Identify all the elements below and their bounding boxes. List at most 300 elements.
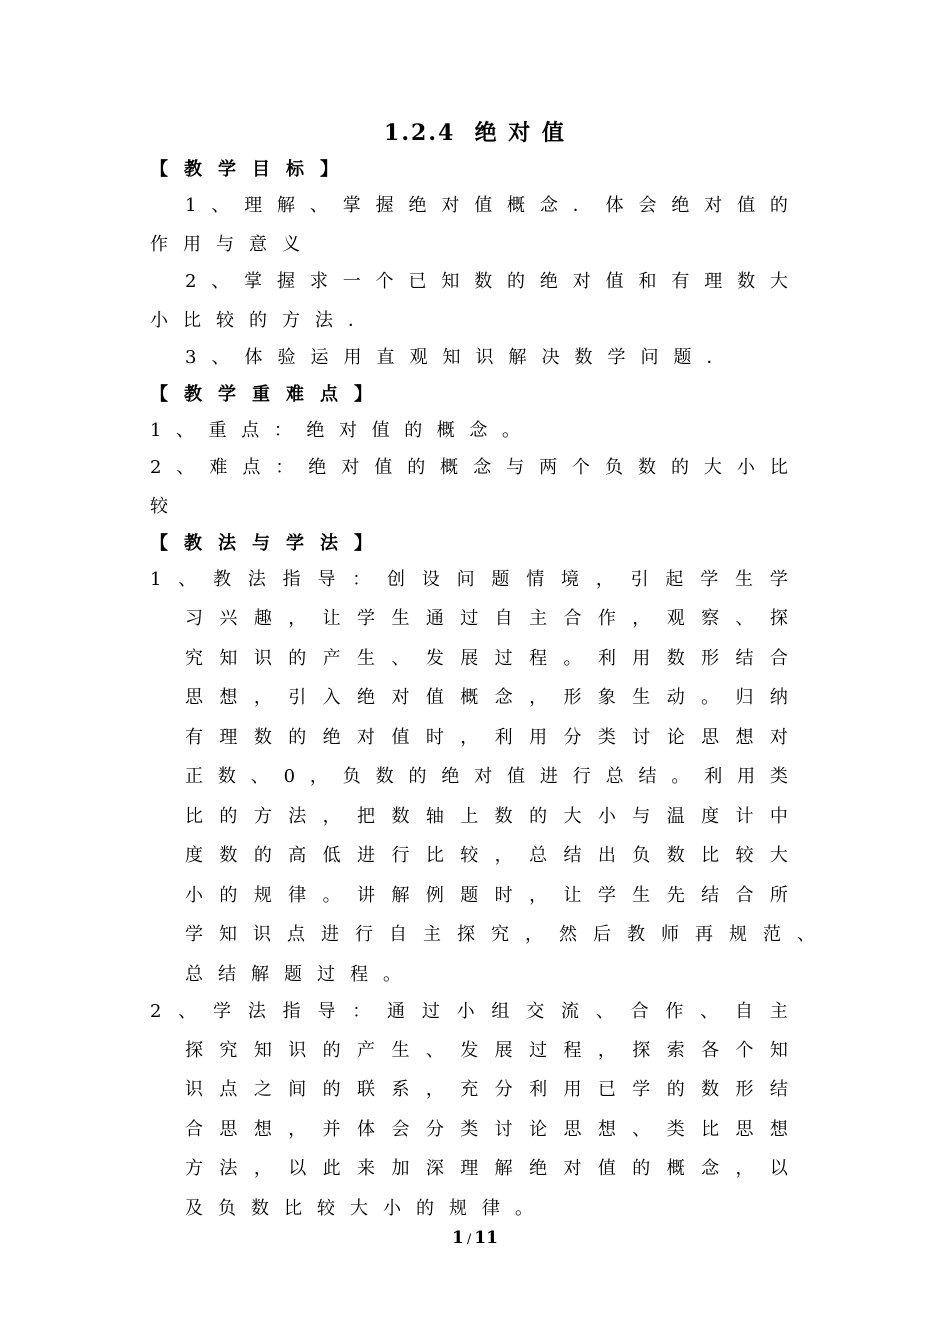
text-char: 利 <box>704 766 723 787</box>
text-char: 求 <box>309 271 328 292</box>
text-char: 合 <box>769 648 788 669</box>
text-char: 出 <box>597 845 616 866</box>
text-char: 个 <box>735 1040 754 1061</box>
text-char: 类 <box>666 1119 685 1140</box>
text-char: 生 <box>391 608 410 629</box>
text-char: 分 <box>563 727 582 748</box>
text-char: 掌 <box>244 271 263 292</box>
text-char: 、 <box>735 608 754 629</box>
text-char: 正 <box>185 766 203 787</box>
text-char: 。 <box>322 885 341 906</box>
text-char: 行 <box>572 766 591 787</box>
text-char: 理 <box>244 195 263 216</box>
text-char: 学 <box>632 1079 651 1100</box>
text-char: 深 <box>425 1158 444 1179</box>
text-char: 指 <box>282 569 301 590</box>
text-char: 对 <box>391 687 410 708</box>
text-char: 自 <box>389 924 407 945</box>
text-char: 加 <box>391 1158 410 1179</box>
text-char: 学 <box>357 608 376 629</box>
text-char: 探 <box>185 1040 203 1061</box>
text-char: ， <box>597 1040 616 1061</box>
text-char: 绝 <box>408 195 427 216</box>
text-char: 点 <box>241 420 260 441</box>
text-char: 想 <box>597 1119 616 1140</box>
text-char: ， <box>529 687 548 708</box>
text-char: 知 <box>253 1040 272 1061</box>
text-char: 小 <box>736 457 755 478</box>
text-char: ， <box>253 1158 272 1179</box>
text-char: 大 <box>563 806 582 827</box>
text-char: 合 <box>563 608 582 629</box>
text-char: 与 <box>506 457 525 478</box>
text-char: 对 <box>704 195 723 216</box>
text-char: 体 <box>605 195 624 216</box>
text-char: 对 <box>474 766 493 787</box>
text-char: 小 <box>185 885 203 906</box>
text-char: 各 <box>701 1040 720 1061</box>
text-char: 数 <box>701 1079 720 1100</box>
text-char: 【 <box>150 159 168 180</box>
text-char: 知 <box>441 271 460 292</box>
text-char: 想 <box>253 1119 272 1140</box>
text-char: 然 <box>559 924 577 945</box>
text-char: 已 <box>408 271 427 292</box>
text-char: 握 <box>375 195 394 216</box>
text-char: 结 <box>701 885 720 906</box>
text-char: 组 <box>491 1001 510 1022</box>
text-char: 作 <box>665 1001 684 1022</box>
text-char: ， <box>595 569 614 590</box>
text-char: 对 <box>357 727 376 748</box>
text-char: 点 <box>287 924 305 945</box>
text-char: 的 <box>253 845 272 866</box>
paragraph-line <box>185 844 788 868</box>
paragraph-line <box>185 607 788 631</box>
text-char: 境 <box>561 569 580 590</box>
text-char: 再 <box>695 924 713 945</box>
text-char: 知 <box>769 1040 788 1061</box>
text-char: 结 <box>735 648 754 669</box>
text-char: 识 <box>288 1040 307 1061</box>
text-char: 值 <box>597 1158 616 1179</box>
text-char: ： <box>352 1001 371 1022</box>
text-char: 律 <box>288 885 307 906</box>
text-char: 让 <box>322 608 341 629</box>
text-char: 解 <box>391 885 410 906</box>
text-char: 。 <box>671 766 690 787</box>
text-char: ： <box>352 569 371 590</box>
text-char: 起 <box>665 569 684 590</box>
paragraph-line <box>185 270 788 294</box>
text-char: 过 <box>460 608 479 629</box>
text-char: 有 <box>185 727 203 748</box>
paragraph-line <box>185 686 788 710</box>
text-char: 的 <box>288 727 307 748</box>
text-char: 理 <box>704 271 723 292</box>
text-char: 例 <box>425 885 444 906</box>
text-char: 掌 <box>342 195 361 216</box>
text-char: 教 <box>213 569 232 590</box>
text-char: 负 <box>632 845 651 866</box>
text-char: 过 <box>421 1001 440 1022</box>
text-char: 想 <box>219 687 238 708</box>
text-char: 绝 <box>308 457 327 478</box>
text-char: 对 <box>572 271 591 292</box>
text-char: 数 <box>219 845 238 866</box>
text-char: 、 <box>391 648 410 669</box>
paragraph-line <box>185 1078 788 1102</box>
text-char: 数 <box>217 766 236 787</box>
text-char: 范 <box>763 924 781 945</box>
text-char: 纳 <box>769 687 788 708</box>
text-char: 、 <box>178 1001 197 1022</box>
text-char: 探 <box>769 608 788 629</box>
page-title: 1.2.4 绝 对 值 <box>384 120 566 146</box>
text-char: 讨 <box>494 1119 513 1140</box>
text-char: 已 <box>597 1079 616 1100</box>
text-char: 展 <box>460 648 479 669</box>
page-number <box>0 1228 950 1248</box>
text-char: 总 <box>605 766 624 787</box>
page-separator: / <box>466 1232 472 1247</box>
paragraph-line: 及负数比较大小的规律。 <box>185 1198 548 1219</box>
text-char: 创 <box>387 569 406 590</box>
text-char: 的 <box>219 885 238 906</box>
text-char: 数 <box>737 271 756 292</box>
text-char: 生 <box>357 648 376 669</box>
text-char: 【 <box>150 533 168 554</box>
text-char: 法 <box>288 806 307 827</box>
text-char: 值 <box>737 195 756 216</box>
text-char: 流 <box>561 1001 580 1022</box>
text-char: 教 <box>627 924 645 945</box>
text-char: 有 <box>671 271 690 292</box>
text-char: 念 <box>539 195 558 216</box>
text-char: 想 <box>769 1119 788 1140</box>
text-char: 动 <box>666 687 685 708</box>
text-char: 过 <box>494 648 513 669</box>
text-char: 握 <box>277 271 296 292</box>
text-char: 值 <box>391 727 410 748</box>
text-char: 学 <box>700 569 719 590</box>
text-char: 充 <box>460 1079 479 1100</box>
text-char: 兴 <box>219 608 238 629</box>
section-heading-objectives <box>150 158 338 182</box>
text-char: 学 <box>185 924 203 945</box>
text-char: 学 <box>597 885 616 906</box>
text-char: 教 <box>184 533 202 554</box>
text-char: 思 <box>735 1119 754 1140</box>
text-char: 问 <box>456 569 475 590</box>
text-char: 、 <box>797 924 815 945</box>
text-char: 利 <box>494 727 513 748</box>
text-char: 究 <box>491 924 509 945</box>
text-char: 思 <box>701 727 720 748</box>
text-char: 合 <box>185 1119 203 1140</box>
text-char: 、 <box>176 420 195 441</box>
text-char: 论 <box>529 1119 548 1140</box>
text-char: 低 <box>322 845 341 866</box>
text-char: ： <box>275 457 294 478</box>
text-char: 时 <box>494 885 513 906</box>
paragraph-line <box>185 923 815 947</box>
text-char: 探 <box>632 1040 651 1061</box>
text-char: ， <box>425 1079 444 1100</box>
text-char: 数 <box>494 806 513 827</box>
text-char: 主 <box>423 924 441 945</box>
paragraph-line <box>185 805 788 829</box>
text-char: 利 <box>529 1079 548 1100</box>
text-char: 入 <box>322 687 341 708</box>
text-char: 并 <box>322 1119 341 1140</box>
text-char: 重 <box>208 420 227 441</box>
text-char: 学 <box>769 569 788 590</box>
text-char: 究 <box>219 1040 238 1061</box>
text-char: 联 <box>357 1079 376 1100</box>
text-char: 主 <box>529 608 548 629</box>
text-char: 念 <box>473 457 492 478</box>
text-char: 情 <box>526 569 545 590</box>
text-char: ， <box>529 885 548 906</box>
text-char: 】 <box>320 159 338 180</box>
text-char: 知 <box>219 648 238 669</box>
text-char: 发 <box>425 648 444 669</box>
text-char: 、 <box>632 1119 651 1140</box>
text-char: 计 <box>735 806 754 827</box>
text-char: 用 <box>529 727 548 748</box>
text-char: 数 <box>666 648 685 669</box>
text-char: 绝 <box>357 687 376 708</box>
paragraph-line: 小比较的方法． <box>150 310 381 331</box>
text-char: 的 <box>666 1079 685 1100</box>
section-heading-methods <box>150 532 372 556</box>
text-char: 导 <box>317 1001 336 1022</box>
text-char: 的 <box>219 806 238 827</box>
text-char: 作 <box>597 608 616 629</box>
text-char: 学 <box>218 384 236 405</box>
text-char: 难 <box>209 457 228 478</box>
text-char: 度 <box>701 806 720 827</box>
text-char: 题 <box>491 569 510 590</box>
text-char: 此 <box>322 1158 341 1179</box>
text-char: 先 <box>666 885 685 906</box>
text-char: 值 <box>371 420 390 441</box>
text-char: 生 <box>735 569 753 590</box>
text-char: 分 <box>425 1119 444 1140</box>
text-char: 合 <box>735 885 754 906</box>
text-char: 用 <box>632 648 651 669</box>
text-char: 。 <box>501 420 520 441</box>
text-char: 知 <box>219 924 237 945</box>
text-char: 、 <box>211 271 230 292</box>
text-char: 大 <box>769 271 788 292</box>
text-char: 形 <box>735 1079 754 1100</box>
text-char: 上 <box>460 806 479 827</box>
text-char: 间 <box>288 1079 307 1100</box>
text-char: 结 <box>563 845 582 866</box>
paragraph-line <box>185 1039 788 1063</box>
text-char: 展 <box>494 1040 513 1061</box>
text-char: 小 <box>597 806 616 827</box>
text-char: 较 <box>460 845 479 866</box>
text-char: 数 <box>375 766 394 787</box>
text-char: 思 <box>219 1119 238 1140</box>
text-char: 、 <box>309 195 328 216</box>
text-char: 的 <box>529 806 548 827</box>
section-heading-key-points <box>150 383 372 407</box>
text-char: 行 <box>391 845 410 866</box>
text-char: 目 <box>252 159 270 180</box>
text-char: 比 <box>185 806 203 827</box>
text-char: 【 <box>150 384 168 405</box>
text-char: 。 <box>563 648 582 669</box>
text-char: 法 <box>247 569 266 590</box>
text-char: 对 <box>339 420 358 441</box>
text-char: 行 <box>355 924 373 945</box>
text-char: 一 <box>342 271 361 292</box>
text-char: 导 <box>317 569 336 590</box>
text-char: 标 <box>286 159 304 180</box>
text-char: 系 <box>391 1079 410 1100</box>
text-char: 2 <box>150 1001 162 1022</box>
text-char: 教 <box>184 159 202 180</box>
text-char: 负 <box>342 766 361 787</box>
text-char: 个 <box>572 457 591 478</box>
text-char: 程 <box>563 1040 582 1061</box>
text-char: 两 <box>539 457 558 478</box>
text-char: 数 <box>391 806 410 827</box>
text-char: 分 <box>494 1079 513 1100</box>
paragraph-line <box>150 1000 788 1024</box>
text-char: 理 <box>219 727 238 748</box>
text-char: 念 <box>469 420 488 441</box>
text-char: 方 <box>185 1158 203 1179</box>
text-char: 比 <box>701 845 720 866</box>
paragraph-line <box>185 647 788 671</box>
text-char: 法 <box>247 1001 266 1022</box>
text-char: ， <box>309 766 328 787</box>
text-char: 生 <box>632 885 651 906</box>
text-char: 0 <box>283 766 296 787</box>
text-char: 、 <box>425 1040 444 1061</box>
text-char: 通 <box>387 1001 406 1022</box>
paragraph-line <box>185 726 788 750</box>
text-char: 点 <box>320 384 338 405</box>
text-char: 通 <box>425 608 444 629</box>
text-char: 象 <box>597 687 616 708</box>
text-char: 识 <box>253 648 272 669</box>
text-char: 数 <box>637 457 656 478</box>
text-char: 、 <box>176 457 195 478</box>
text-char: 探 <box>457 924 475 945</box>
text-char: 引 <box>630 569 649 590</box>
text-char: 进 <box>539 766 558 787</box>
text-char: 法 <box>320 533 338 554</box>
text-char: 结 <box>769 1079 788 1100</box>
text-char: 大 <box>769 845 788 866</box>
text-char: 数 <box>253 727 272 748</box>
text-char: 的 <box>408 766 427 787</box>
text-char: 念 <box>494 687 513 708</box>
text-char: 指 <box>282 1001 301 1022</box>
text-char: 值 <box>507 766 526 787</box>
text-char: 时 <box>425 727 444 748</box>
text-char: 小 <box>456 1001 475 1022</box>
paragraph-line: 较 <box>150 496 168 517</box>
text-char: 类 <box>769 766 788 787</box>
text-char: 1 <box>150 569 162 590</box>
text-char: 合 <box>630 1001 649 1022</box>
text-char: 程 <box>529 648 548 669</box>
text-char: 以 <box>288 1158 307 1179</box>
text-char: 产 <box>322 648 341 669</box>
text-char: 师 <box>661 924 679 945</box>
text-char: 的 <box>322 1079 341 1100</box>
text-char: 究 <box>185 648 203 669</box>
text-char: 思 <box>563 1119 582 1140</box>
text-char: 想 <box>735 727 754 748</box>
text-char: 后 <box>593 924 611 945</box>
text-char: ， <box>288 608 307 629</box>
text-char: 主 <box>769 1001 788 1022</box>
text-char: 进 <box>357 845 376 866</box>
text-char: 较 <box>735 845 754 866</box>
text-char: 重 <box>252 384 270 405</box>
text-char: 趣 <box>253 608 272 629</box>
text-char: 理 <box>460 1158 479 1179</box>
text-char: 数 <box>666 845 685 866</box>
text-char: 的 <box>407 457 426 478</box>
text-char: 来 <box>357 1158 376 1179</box>
text-char: 对 <box>441 195 460 216</box>
text-char: 进 <box>321 924 339 945</box>
text-char: 方 <box>253 806 272 827</box>
text-char: 中 <box>769 806 788 827</box>
text-char: 比 <box>701 1119 720 1140</box>
text-char: 难 <box>286 384 304 405</box>
paragraph-line <box>185 194 788 218</box>
text-char: 与 <box>252 533 270 554</box>
text-char: 用 <box>737 766 756 787</box>
text-char: 、 <box>250 766 269 787</box>
text-char: 规 <box>729 924 747 945</box>
text-char: 以 <box>769 1158 788 1179</box>
text-char: 负 <box>605 457 624 478</box>
text-char: ， <box>494 845 513 866</box>
text-char: 温 <box>666 806 685 827</box>
text-char: 轴 <box>425 806 444 827</box>
text-char: 和 <box>638 271 657 292</box>
text-char: 教 <box>184 384 202 405</box>
text-char: 让 <box>563 885 582 906</box>
text-char: 高 <box>288 845 307 866</box>
text-char: ， <box>525 924 543 945</box>
text-char: ， <box>322 806 341 827</box>
paragraph-line <box>185 884 788 908</box>
text-char: 对 <box>563 1158 582 1179</box>
text-char: 绝 <box>539 271 558 292</box>
text-char: 会 <box>638 195 657 216</box>
text-char: 生 <box>632 687 651 708</box>
text-char: 体 <box>357 1119 376 1140</box>
text-char: 设 <box>421 569 440 590</box>
text-char: 、 <box>178 569 197 590</box>
text-char: 生 <box>391 1040 410 1061</box>
page-total: 11 <box>474 1228 498 1248</box>
text-char: 类 <box>597 727 616 748</box>
text-char: 总 <box>529 845 548 866</box>
